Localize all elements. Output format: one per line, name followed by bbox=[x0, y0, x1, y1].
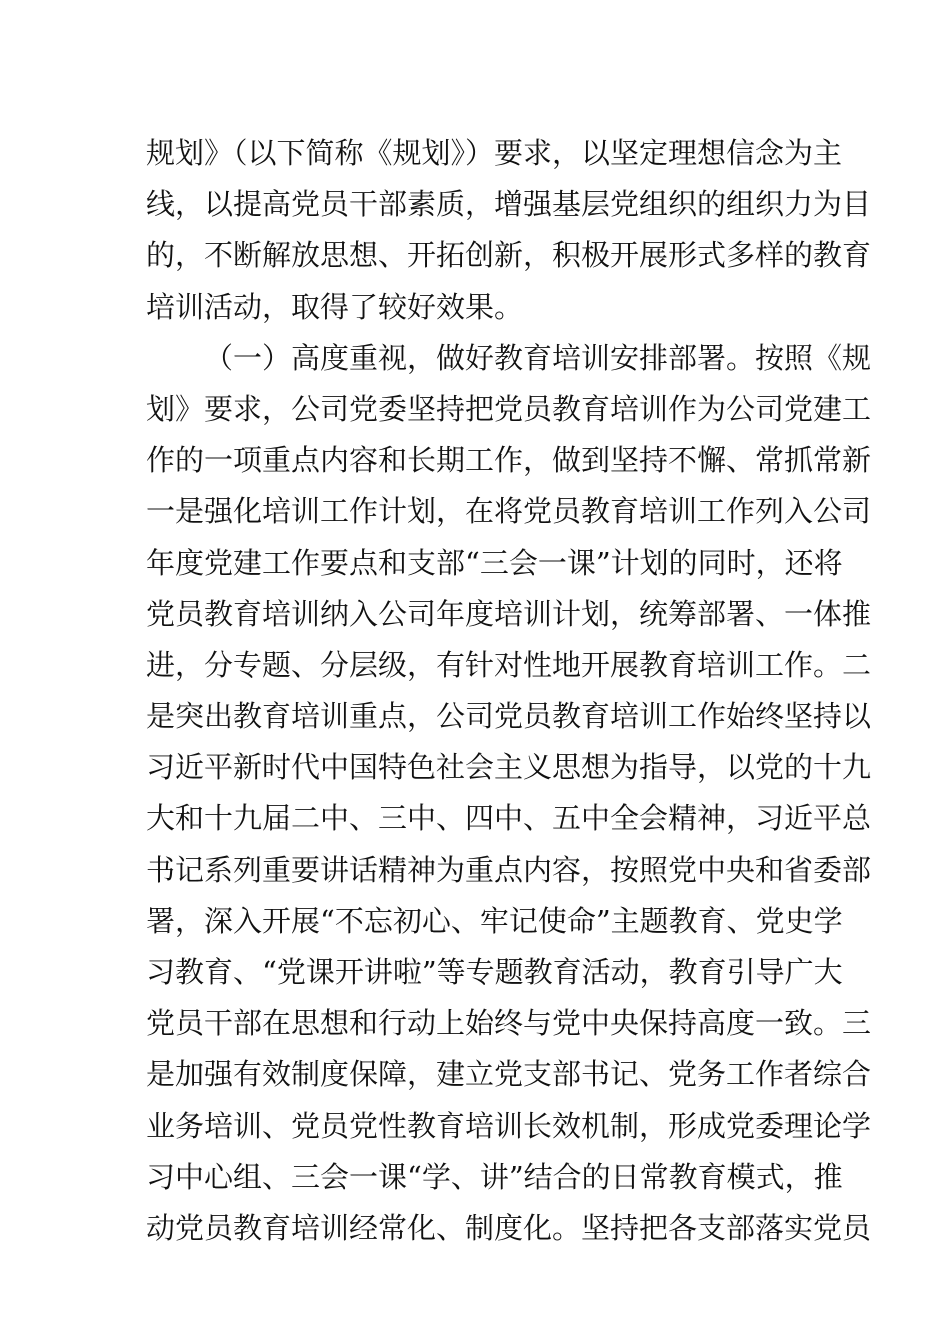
text-line: 业务培训、党员党性教育培训长效机制，形成党委理论学 bbox=[146, 1108, 872, 1143]
text-line: 划》要求，公司党委坚持把党员教育培训作为公司党建工 bbox=[146, 391, 872, 426]
text-line: 大和十九届二中、三中、四中、五中全会精神，习近平总 bbox=[146, 801, 872, 836]
text-line: 作的一项重点内容和长期工作，做到坚持不懈、常抓常新 bbox=[146, 443, 872, 478]
text-line: 习近平新时代中国特色社会主义思想为指导，以党的十九 bbox=[146, 750, 872, 785]
text-line: 一是强化培训工作计划，在将党员教育培训工作列入公司 bbox=[146, 494, 872, 529]
text-line: 党员教育培训纳入公司年度培训计划，统筹部署、一体推 bbox=[146, 596, 872, 631]
text-line: 年度党建工作要点和支部“三会一课”计划的同时，还将 bbox=[146, 545, 843, 580]
text-line: 是突出教育培训重点，公司党员教育培训工作始终坚持以 bbox=[146, 699, 872, 734]
text-line: 习教育、“党课开讲啦”等专题教育活动，教育引导广大 bbox=[146, 955, 843, 989]
text-line: 党员干部在思想和行动上始终与党中央保持高度一致。三 bbox=[146, 1006, 872, 1041]
text-line: 培训活动，取得了较好效果。 bbox=[146, 289, 524, 324]
text-line: 署，深入开展“不忘初心、牢记使命”主题教育、党史学 bbox=[146, 903, 843, 938]
section-heading-line: （一）高度重视，做好教育培训安排部署。按照《规 bbox=[204, 340, 872, 375]
text-line: 动党员教育培训经常化、制度化。坚持把各支部落实党员 bbox=[146, 1210, 872, 1245]
text-line: 进，分专题、分层级，有针对性地开展教育培训工作。二 bbox=[146, 647, 872, 682]
text-line: 是加强有效制度保障，建立党支部书记、党务工作者综合 bbox=[146, 1057, 872, 1092]
text-line: 习中心组、三会一课“学、讲”结合的日常教育模式，推 bbox=[146, 1159, 843, 1194]
text-line: 的，不断解放思想、开拓创新，积极开展形式多样的教育 bbox=[146, 238, 872, 273]
text-line: 规划》（以下简称《规划》）要求，以坚定理想信念为主 bbox=[146, 136, 843, 170]
text-line: 线，以提高党员干部素质，增强基层党组织的组织力为目 bbox=[146, 187, 872, 222]
text-line: 书记系列重要讲话精神为重点内容，按照党中央和省委部 bbox=[146, 852, 872, 887]
document-body bbox=[146, 128, 872, 1254]
